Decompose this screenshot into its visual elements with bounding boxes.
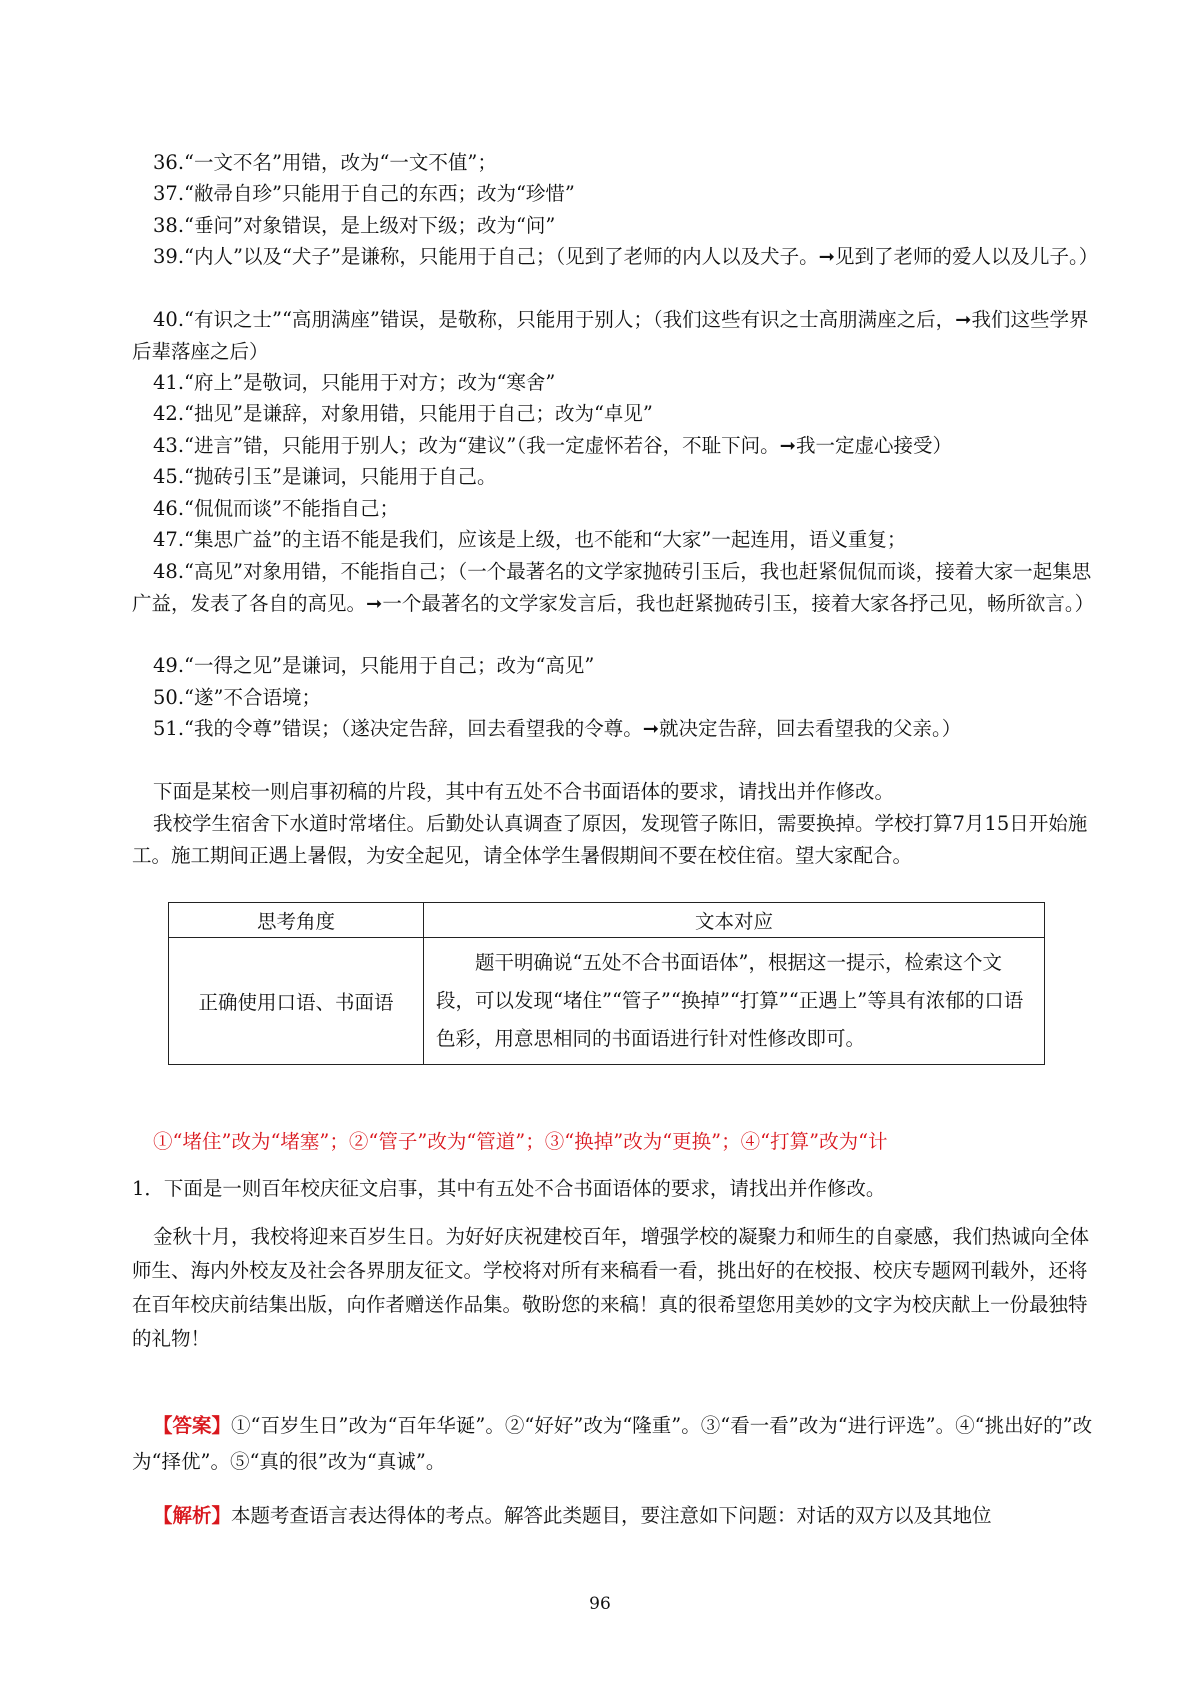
example-question: 下面是某校一则启事初稿的片段，其中有五处不合书面语体的要求，请找出并作修改。 xyxy=(153,780,895,803)
list-item: 50.“遂”不合语境； xyxy=(153,686,321,709)
list-item: 39.“内人”以及“犬子”是谦称，只能用于自己；（见到了老师的内人以及犬子。➞见到了老师的爱人以及儿子。） xyxy=(153,245,1099,268)
table-header-text: 文本对应 xyxy=(424,903,1045,938)
list-item: 49.“一得之见”是谦词，只能用于自己；改为“高见” xyxy=(153,654,595,677)
exercise-answer: 【答案】①“百岁生日”改为“百年华诞”。②“好好”改为“隆重”。③“看一看”改为“进行评选”。④“挑出好的”改为“择优”。⑤“真的很”改为“真诚”。 xyxy=(132,1414,1093,1473)
analysis-tag: 【解析】 xyxy=(153,1504,232,1527)
exercise-question: 1．下面是一则百年校庆征文启事，其中有五处不合书面语体的要求，请找出并作修改。 xyxy=(132,1177,886,1200)
table-cell-angle: 正确使用口语、书面语 xyxy=(169,938,424,1065)
example-passage: 我校学生宿舍下水道时常堵住。后勤处认真调查了原因，发现管子陈旧，需要换掉。学校打算7月15日开始施工。施工期间正遇上暑假，为安全起见，请全体学生暑假期间不要在校住宿。望大家配合。 xyxy=(132,812,1088,867)
table-cell-text: 题干明确说“五处不合书面语体”，根据这一提示，检索这个文段，可以发现“堵住”“管子”“换掉”“打算”“正遇上”等具有浓郁的口语色彩，用意思相同的书面语进行针对性修改即可。 xyxy=(424,938,1045,1065)
list-item: 40.“有识之士”“高朋满座”错误，是敬称，只能用于别人；（我们这些有识之士高朋满座之后，➞我们这些学界后辈落座之后） xyxy=(132,308,1089,363)
list-item: 45.“抛砖引玉”是谦词，只能用于自己。 xyxy=(153,465,497,488)
list-item: 37.“敝帚自珍”只能用于自己的东西；改为“珍惜” xyxy=(153,182,575,205)
analysis-table xyxy=(168,902,1045,1065)
list-item: 48.“高见”对象用错，不能指自己；（一个最著名的文学家抛砖引玉后，我也赶紧侃侃而谈，接着大家一起集思广益，发表了各自的高见。➞一个最著名的文学家发言后，我也赶紧抛砖引玉，接着大家各抒己见，畅所欲言。） xyxy=(132,560,1095,615)
list-item: 41.“府上”是敬词，只能用于对方；改为“寒舍” xyxy=(153,371,556,394)
page-number: 96 xyxy=(589,1594,611,1614)
list-item: 51.“我的令尊”错误；（遂决定告辞，回去看望我的令尊。➞就决定告辞，回去看望我的父亲。） xyxy=(153,717,962,740)
answer-tag: 【答案】 xyxy=(153,1414,232,1437)
example-answer: ①“堵住”改为“堵塞”；②“管子”改为“管道”；③“换掉”改为“更换”；④“打算”改为“计 xyxy=(153,1130,888,1153)
exercise-analysis: 【解析】本题考查语言表达得体的考点。解答此类题目，要注意如下问题：对话的双方以及其地位 xyxy=(153,1504,992,1527)
table-header-angle: 思考角度 xyxy=(169,903,424,938)
exercise-passage: 金秋十月，我校将迎来百岁生日。为好好庆祝建校百年，增强学校的凝聚力和师生的自豪感，我们热诚向全体师生、海内外校友及社会各界朋友征文。学校将对所有来稿看一看，挑出好的在校报、校庆专题网刊载外，还将在百年校庆前结集出版，向作者赠送作品集。敬盼您的来稿！真的很希望您用美妙的文字为校庆献上一份最独特的礼物！ xyxy=(132,1225,1090,1350)
list-item: 47.“集思广益”的主语不能是我们，应该是上级，也不能和“大家”一起连用，语义重复； xyxy=(153,528,907,551)
list-item: 42.“拙见”是谦辞，对象用错，只能用于自己；改为“卓见” xyxy=(153,402,653,425)
list-item: 46.“侃侃而谈”不能指自己； xyxy=(153,497,399,520)
list-item: 43.“进言”错，只能用于别人；改为“建议”（我一定虚怀若谷，不耻下问。➞我一定虚心接受） xyxy=(153,434,952,457)
list-item: 38.“垂问”对象错误，是上级对下级；改为“问” xyxy=(153,214,556,237)
list-item: 36.“一文不名”用错，改为“一文不值”； xyxy=(153,151,497,174)
